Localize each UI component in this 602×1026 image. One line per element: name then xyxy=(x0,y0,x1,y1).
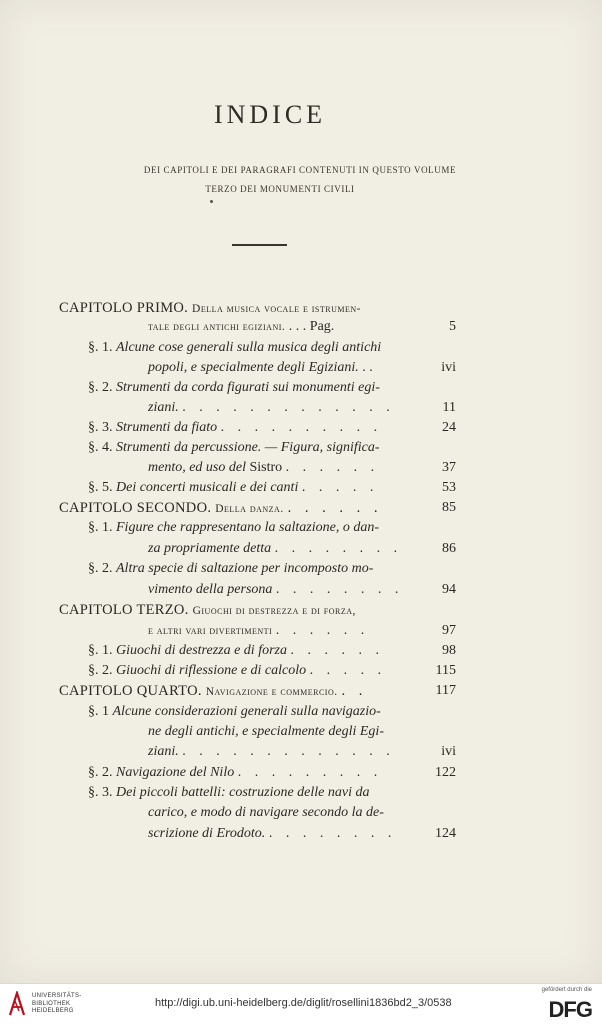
section-entry-cont: ziani. . . . . . . . . . . . . . xyxy=(148,744,395,759)
page-number: 85 xyxy=(442,500,456,515)
section-entry: §. 1 Alcune considerazioni generali sulla navigazio- xyxy=(88,704,381,719)
page-number: 5 xyxy=(449,319,456,334)
section-entry: §. 2. Giuochi di riflessione e di calcolo . . . . . xyxy=(88,663,387,678)
page-number: 24 xyxy=(442,420,456,435)
page-number: 94 xyxy=(442,582,456,597)
page-number: 37 xyxy=(442,460,456,475)
page-number: ivi xyxy=(441,360,456,375)
permalink-url[interactable]: http://digi.ub.uni-heidelberg.de/diglit/rosellini1836bd2_3/0538 xyxy=(155,997,452,1009)
page-title: INDICE xyxy=(213,100,327,129)
chapter-heading: CAPITOLO TERZO. Giuochi di destrezza e di forza, xyxy=(59,602,356,618)
page-number: 124 xyxy=(435,826,456,841)
dfg-logo: DFG xyxy=(548,997,592,1022)
section-entry-cont: ziani. . . . . . . . . . . . . . xyxy=(148,400,395,415)
page-number: 97 xyxy=(442,623,456,638)
page-number: 122 xyxy=(435,765,456,780)
section-entry-cont: ne degli antichi, e specialmente degli Egi- xyxy=(148,724,384,739)
page-number: 11 xyxy=(442,400,456,415)
section-entry: §. 4. Strumenti da percussione. — Figura, significa- xyxy=(88,440,380,455)
page-number: ivi xyxy=(441,744,456,759)
dfg-caption: gefördert durch die xyxy=(541,987,592,993)
section-entry: §. 1. Giuochi di destrezza e di forza . . . . . . xyxy=(88,643,384,658)
section-entry-cont: mento, ed uso del Sistro . . . . . . xyxy=(148,460,380,475)
section-entry: §. 3. Strumenti da fiato . . . . . . . . . . xyxy=(88,420,383,435)
section-entry: §. 2. Strumenti da corda figurati sui monumenti egi- xyxy=(88,380,380,395)
page-number: 86 xyxy=(442,541,456,556)
chapter-heading: CAPITOLO PRIMO. Della musica vocale e istrumen- xyxy=(59,300,361,316)
section-entry: §. 3. Dei piccoli battelli: costruzione delle navi da xyxy=(88,785,370,800)
section-entry: §. 2. Navigazione del Nilo . . . . . . . . . xyxy=(88,765,383,780)
chapter-heading-cont: e altri vari divertimenti . . . . . . xyxy=(148,623,370,638)
section-entry: §. 2. Altra specie di saltazione per incomposto mo- xyxy=(88,561,374,576)
section-entry: §. 1. Alcune cose generali sulla musica degli antichi xyxy=(88,340,382,355)
subtitle-line-2: TERZO DEI MONUMENTI CIVILI xyxy=(205,184,355,194)
viewer-footer xyxy=(0,983,602,1026)
section-entry: §. 1. Figure che rappresentano la saltazione, o dan- xyxy=(88,520,379,535)
page-number: 53 xyxy=(442,480,456,495)
subtitle-line-1: DEI CAPITOLI E DEI PARAGRAFI CONTENUTI IN QUESTO VOLUME xyxy=(143,165,457,175)
chapter-heading: CAPITOLO QUARTO. Navigazione e commercio. . . xyxy=(59,683,368,699)
page-number: 98 xyxy=(442,643,456,658)
library-name: UNIVERSITÄTS- BIBLIOTHEK HEIDELBERG xyxy=(32,993,82,1014)
section-entry: §. 5. Dei concerti musicali e dei canti . . . . . xyxy=(88,480,379,495)
section-entry-cont: za propriamente detta . . . . . . . . xyxy=(148,541,403,556)
chapter-heading-cont: tale degli antichi egiziani. . . . Pag. xyxy=(148,319,335,334)
heidelberg-logo-icon xyxy=(8,991,26,1017)
page-number: 115 xyxy=(435,663,456,678)
section-entry-cont: scrizione di Erodoto. . . . . . . . . xyxy=(148,826,397,841)
section-entry-cont: popoli, e specialmente degli Egiziani. . . xyxy=(148,360,373,375)
section-entry-cont: vimento della persona . . . . . . . . xyxy=(148,582,404,597)
chapter-heading: CAPITOLO SECONDO. Della danza. . . . . . . xyxy=(59,500,383,516)
section-entry-cont: carico, e modo di navigare secondo la de- xyxy=(148,805,384,820)
page-number: 117 xyxy=(435,683,456,698)
